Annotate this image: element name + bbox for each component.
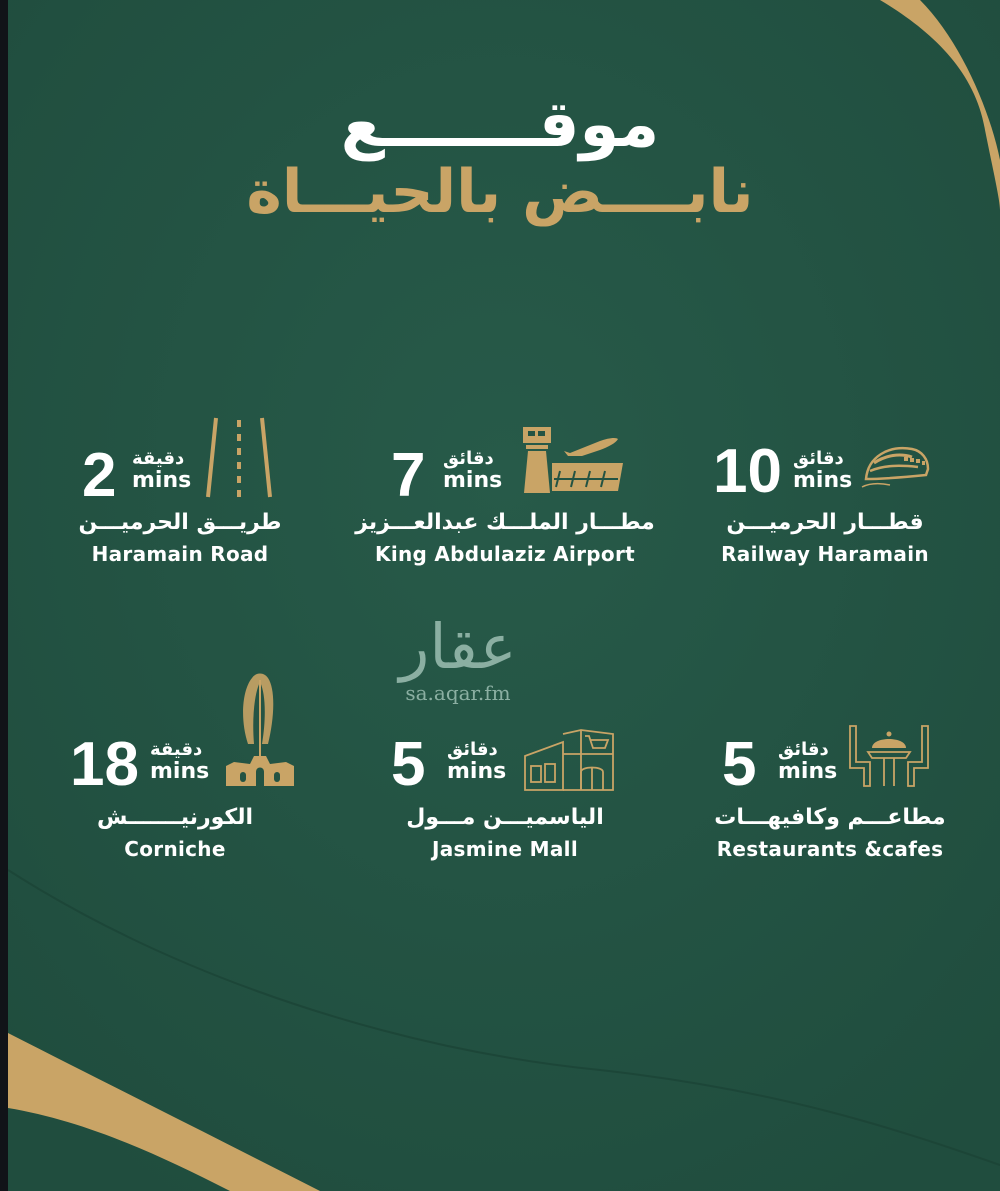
watermark-logo: عقار <box>399 610 517 683</box>
location-name-en: Haramain Road <box>91 542 269 566</box>
time-unit <box>443 449 502 493</box>
time-unit-en: mins <box>793 468 853 493</box>
travel-time: 5 <box>722 730 757 799</box>
location-name-en: Corniche <box>124 837 226 861</box>
location-card-corniche <box>40 710 340 870</box>
airport-icon <box>520 423 630 495</box>
location-name-en: Jasmine Mall <box>431 837 578 861</box>
time-unit-en: mins <box>447 759 507 784</box>
travel-time: 10 <box>713 437 782 506</box>
watermark-url: sa.aqar.fm <box>405 681 511 705</box>
travel-time: 18 <box>70 730 139 799</box>
road-icon <box>204 415 274 500</box>
time-unit-ar: دقيقة <box>150 739 203 760</box>
time-unit-en: mins <box>150 759 210 784</box>
time-unit-ar: دقائق <box>793 448 844 469</box>
travel-time: 5 <box>391 730 426 799</box>
location-name-ar: طريـــق الحرميـــن <box>78 510 282 535</box>
location-name-ar: مطاعـــم وكافيهـــات <box>714 805 946 830</box>
travel-time: 2 <box>82 441 117 510</box>
time-unit-en: mins <box>132 468 192 493</box>
time-unit-en: mins <box>443 468 503 493</box>
left-edge-strip <box>0 0 8 1191</box>
location-name-ar: مطـــار الملـــك عبدالعـــزيز <box>355 510 655 535</box>
location-name-ar: الياسميـــن مـــول <box>406 805 604 830</box>
restaurant-icon <box>846 722 932 788</box>
time-unit-en: mins <box>778 759 838 784</box>
location-name-ar: قطـــار الحرميـــن <box>726 510 924 535</box>
time-unit-ar: دقائق <box>447 739 498 760</box>
time-unit <box>150 740 209 784</box>
location-name-en: Railway Haramain <box>721 542 929 566</box>
time-unit-ar: دقيقة <box>132 448 185 469</box>
page-title: موقـــــــع <box>340 88 660 162</box>
location-name-en: Restaurants &cafes <box>716 837 944 861</box>
time-unit <box>132 449 191 493</box>
aqar-watermark <box>378 612 538 704</box>
time-unit <box>793 449 852 493</box>
mall-icon <box>523 728 615 792</box>
page-subtitle: نابــــض بالحيـــاة <box>246 157 754 227</box>
location-card-airport <box>355 415 655 575</box>
location-card-restaurants <box>680 710 980 870</box>
location-name-en: King Abdulaziz Airport <box>375 542 635 566</box>
time-unit-ar: دقائق <box>778 739 829 760</box>
location-card-jasmine-mall <box>355 710 655 870</box>
time-unit <box>447 740 506 784</box>
header <box>0 88 1000 228</box>
location-card-haramain-road <box>40 415 340 575</box>
time-unit <box>778 740 837 784</box>
train-icon <box>860 437 932 489</box>
fountain-icon <box>222 670 298 788</box>
location-card-railway <box>675 415 975 575</box>
location-name-ar: الكورنيـــــــش <box>96 805 254 830</box>
time-unit-ar: دقائق <box>443 448 494 469</box>
travel-time: 7 <box>391 441 426 510</box>
